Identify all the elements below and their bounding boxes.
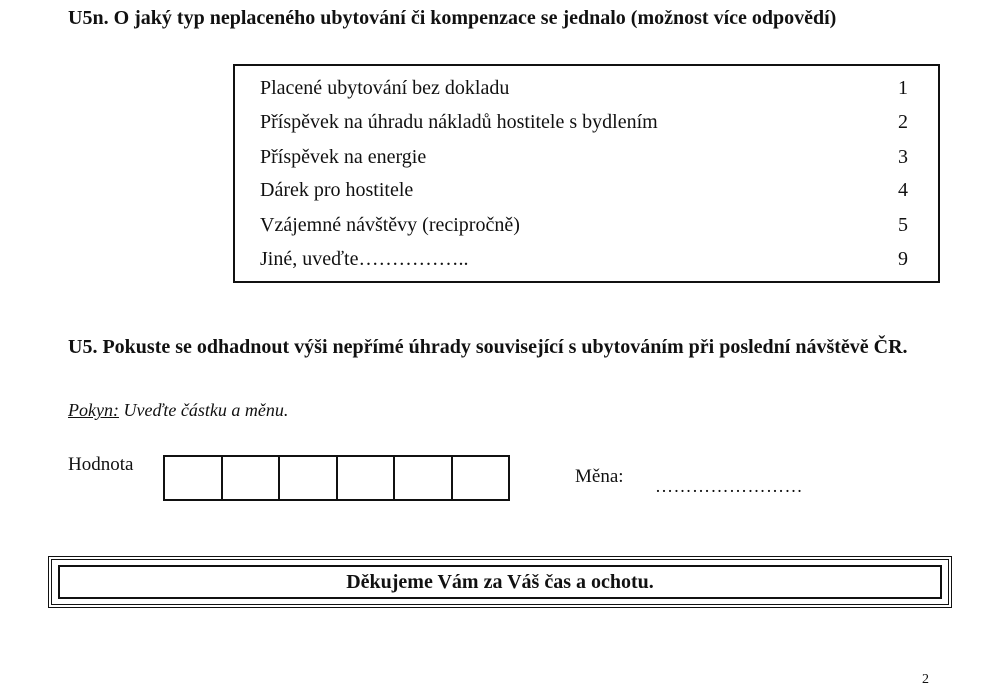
option-label: Placené ubytování bez dokladu xyxy=(260,77,510,99)
option-row[interactable] xyxy=(260,209,908,241)
value-cell[interactable] xyxy=(221,455,281,501)
option-label: Příspěvek na energie xyxy=(260,146,427,168)
currency-label: Měna: xyxy=(575,466,624,487)
option-label: Vzájemné návštěvy (recipročně) xyxy=(260,214,520,236)
option-row[interactable] xyxy=(260,72,908,104)
option-code: 1 xyxy=(898,77,908,99)
value-cell[interactable] xyxy=(393,455,453,501)
currency-field[interactable]: …………………… xyxy=(655,476,803,496)
instruction-text: Uveďte částku a měnu. xyxy=(118,400,289,420)
thanks-text: Děkujeme Vám za Váš čas a ochotu. xyxy=(58,565,942,599)
question-u5n-title: U5n. O jaký typ neplaceného ubytování či kompenzace se jednalo (možnost více odpovědí) xyxy=(68,7,837,29)
instruction xyxy=(68,400,288,421)
value-cell[interactable] xyxy=(163,455,223,501)
options-box xyxy=(233,64,940,283)
value-label: Hodnota xyxy=(68,454,134,475)
page-number: 2 xyxy=(922,672,929,687)
option-label: Příspěvek na úhradu nákladů hostitele s bydlením xyxy=(260,111,658,133)
option-code: 2 xyxy=(898,111,908,133)
thanks-box xyxy=(48,556,952,608)
option-code: 3 xyxy=(898,146,908,168)
option-row[interactable] xyxy=(260,174,908,206)
option-code: 4 xyxy=(898,179,908,201)
option-row[interactable] xyxy=(260,243,908,275)
option-row[interactable] xyxy=(260,141,908,173)
option-label: Dárek pro hostitele xyxy=(260,179,414,201)
instruction-prefix: Pokyn: xyxy=(68,400,119,420)
option-code: 9 xyxy=(898,248,908,270)
value-cell[interactable] xyxy=(278,455,338,501)
option-row[interactable] xyxy=(260,106,908,138)
option-label: Jiné, uveďte…………….. xyxy=(260,248,469,270)
value-cell[interactable] xyxy=(451,455,511,501)
question-u5-title: U5. Pokuste se odhadnout výši nepřímé úhrady související s ubytováním při poslední návštěvě ČR. xyxy=(68,336,908,358)
value-cell[interactable] xyxy=(336,455,396,501)
option-code: 5 xyxy=(898,214,908,236)
value-input-cells xyxy=(163,455,510,501)
